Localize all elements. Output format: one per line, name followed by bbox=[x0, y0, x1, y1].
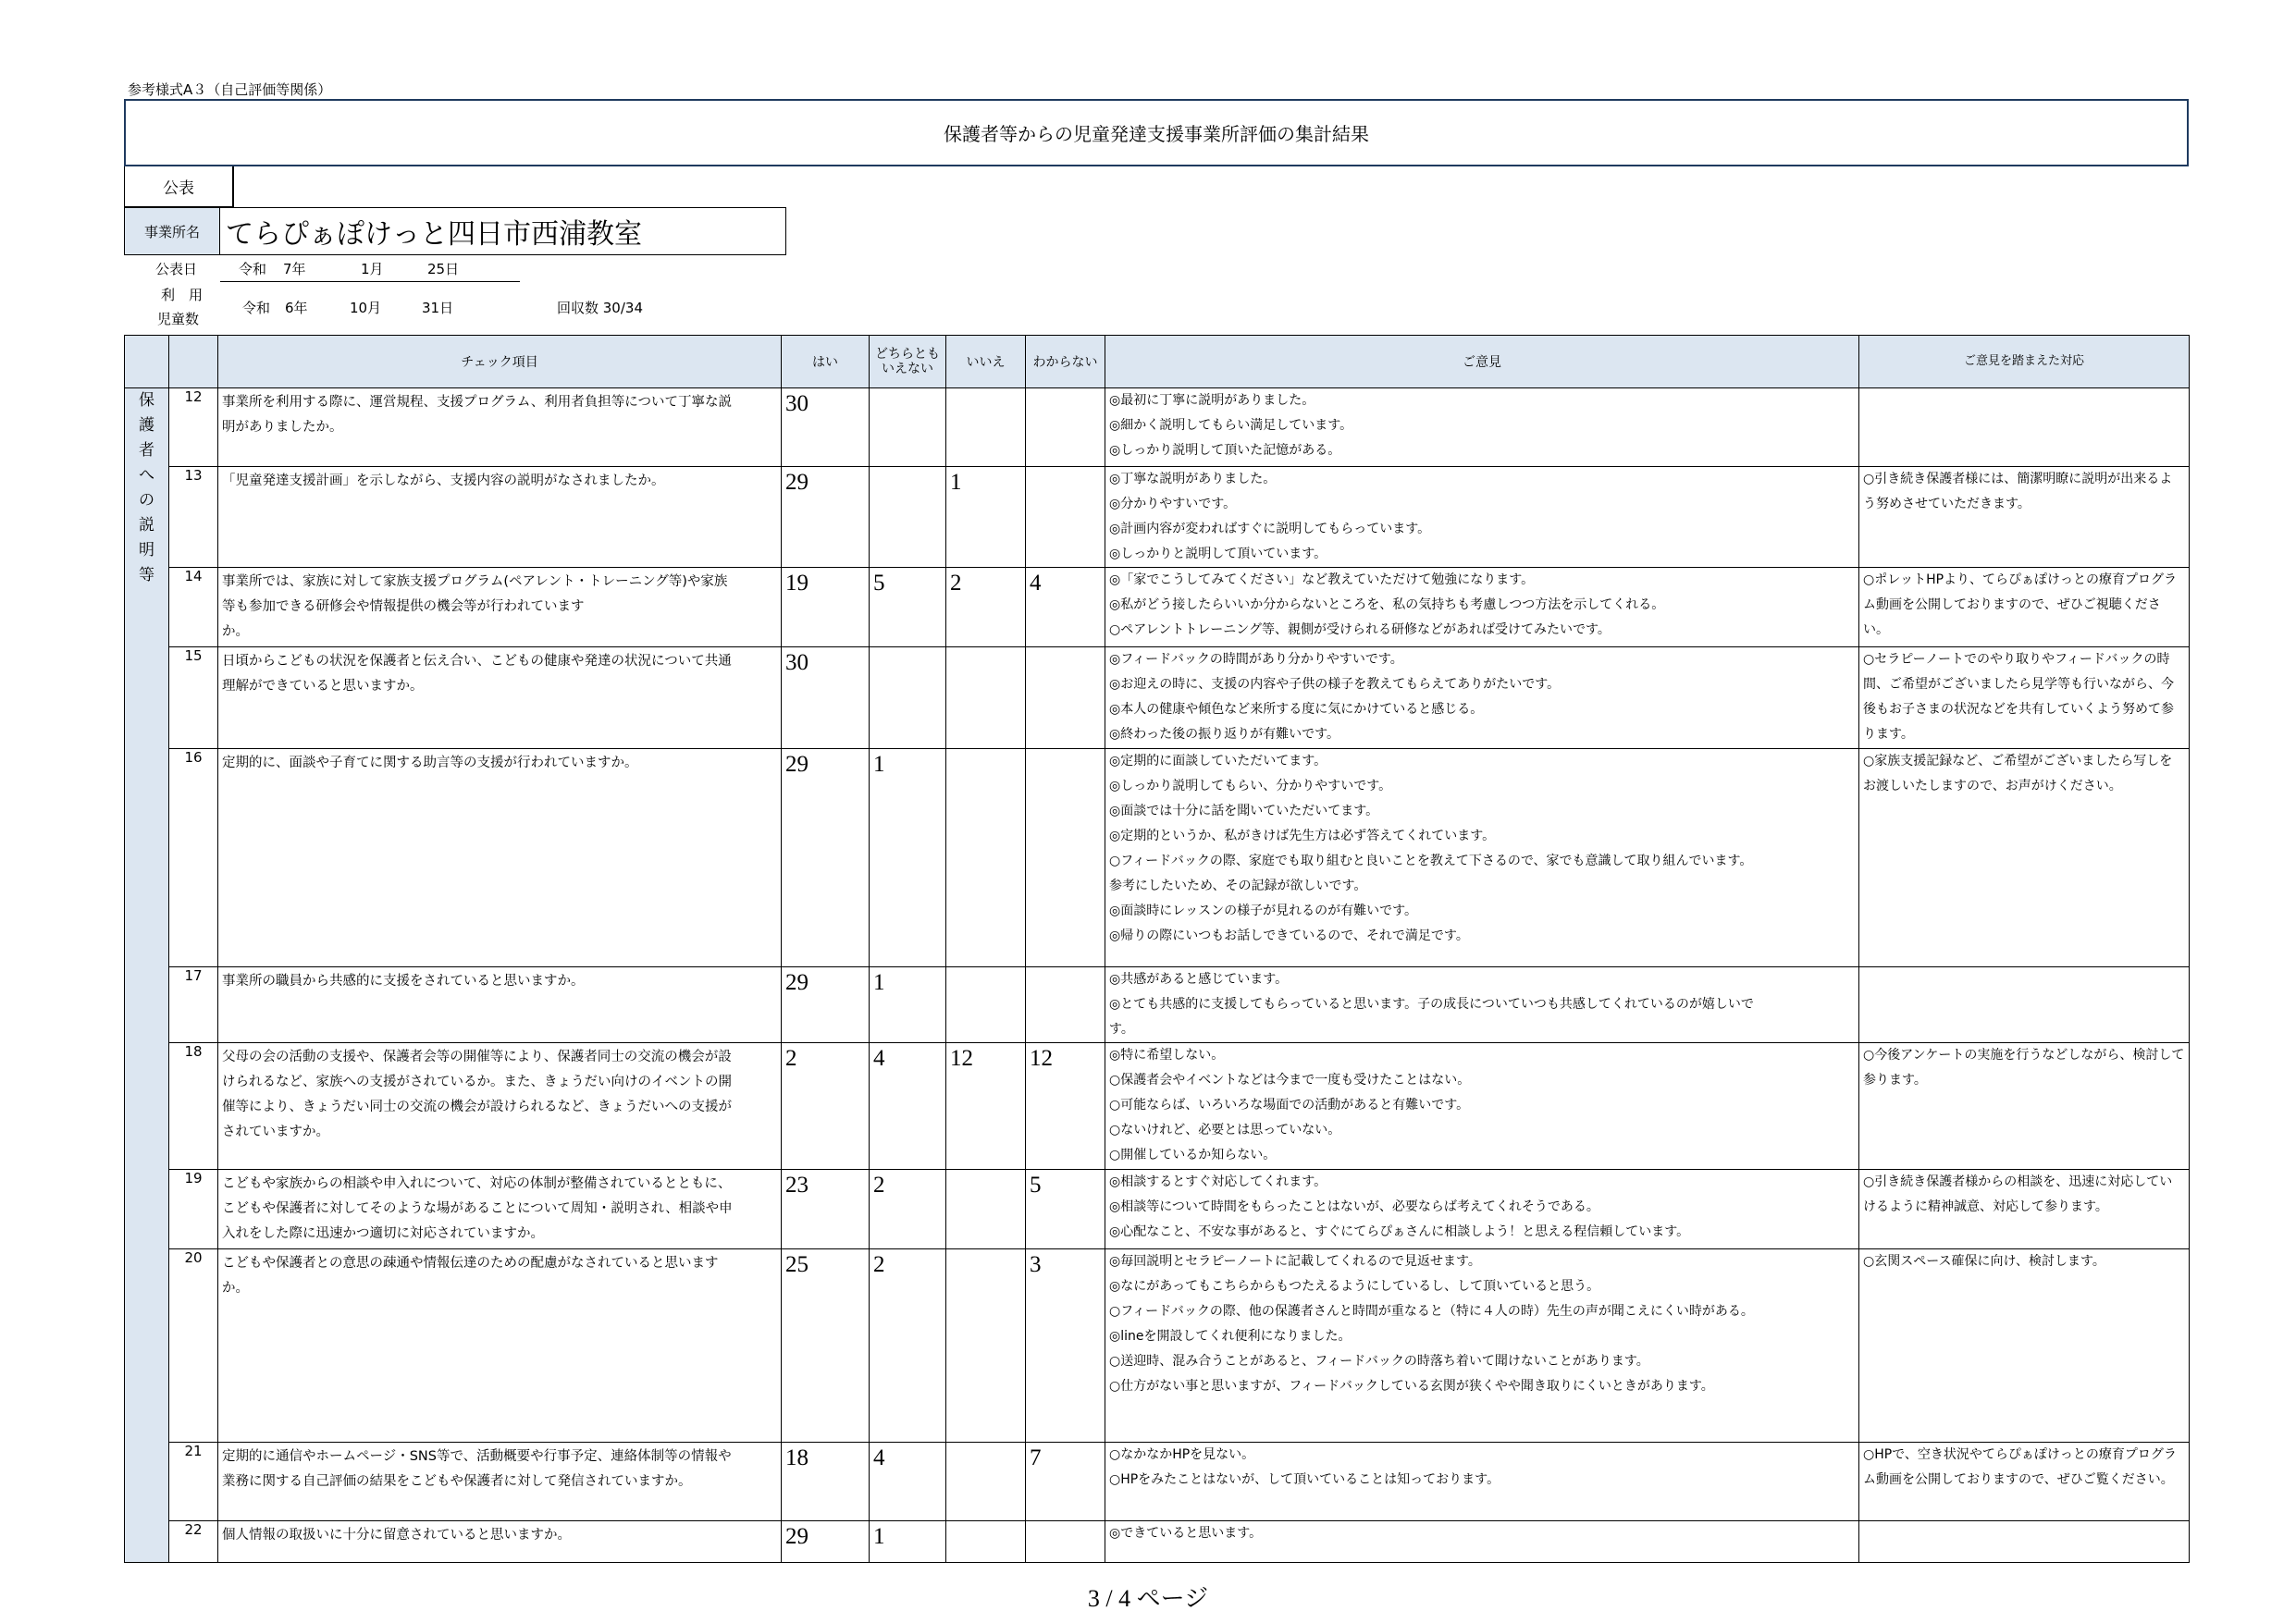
check-item-line: 事業所では、家族に対して家族支援プログラム(ペアレント・トレーニング等)や家族 bbox=[222, 574, 728, 589]
header-blank-2 bbox=[169, 336, 218, 388]
check-item bbox=[218, 967, 782, 1043]
response-cell bbox=[1859, 388, 2190, 467]
opinion-cell bbox=[1105, 967, 1859, 1043]
opinion-line: ○フィードバックの際、他の保護者さんと時間が重なると（特に４人の時）先生の声が聞こえにくい時がある。 bbox=[1109, 1304, 1754, 1319]
count-no: 12 bbox=[946, 1043, 1026, 1170]
count-yes: 19 bbox=[782, 568, 870, 647]
opinion-line: ◎定期的というか、私がきけば先生方は必ず答えてくれています。 bbox=[1109, 829, 1496, 843]
pub-date-year: 7年 bbox=[283, 260, 306, 277]
count-neither: 4 bbox=[870, 1443, 946, 1521]
opinion-line: ◎とても共感的に支援してもらっていると思います。子の成長についていつも共感してくれているのが嬉しいで bbox=[1109, 997, 1754, 1012]
check-item-line: か。 bbox=[222, 624, 249, 639]
response-line: ○家族支援記録など、ご希望がございましたら写しをお渡しいたしますので、お声がけください。 bbox=[1863, 754, 2173, 793]
opinion-line: ◎帰りの際にいつもお話しできているので、それで満足です。 bbox=[1109, 928, 1469, 943]
opinion-line: ○可能ならば、いろいろな場面での活動があると有難いです。 bbox=[1109, 1098, 1470, 1113]
header-response: ご意見を踏まえた対応 bbox=[1859, 336, 2190, 388]
section-label-char: の bbox=[139, 491, 154, 510]
section-label-char: 等 bbox=[139, 566, 154, 584]
section-label-char: 説 bbox=[139, 516, 154, 535]
count-neither: 4 bbox=[870, 1043, 946, 1170]
opinion-line: ○ないけれど、必要とは思っていない。 bbox=[1109, 1123, 1341, 1137]
check-item-line: 事業所の職員から共感的に支援をされていると思いますか。 bbox=[222, 974, 585, 989]
opinion-cell bbox=[1105, 749, 1859, 967]
opinion-line: ○フィードバックの際、家庭でも取り組むと良いことを教えて下さるので、家でも意識して取り組んでいます。 bbox=[1109, 854, 1753, 868]
count-unknown: 5 bbox=[1026, 1170, 1105, 1249]
check-item bbox=[218, 1249, 782, 1443]
opinion-line: ◎しっかり説明して頂いた記憶がある。 bbox=[1109, 443, 1341, 458]
count-neither: 1 bbox=[870, 749, 946, 967]
header-blank-1 bbox=[125, 336, 169, 388]
opinion-line: ○なかなかHPを見ない。 bbox=[1109, 1447, 1255, 1462]
check-item-line: 定期的に、面談や子育てに関する助言等の支援が行われていますか。 bbox=[222, 756, 638, 770]
count-unknown: 12 bbox=[1026, 1043, 1105, 1170]
count-yes: 29 bbox=[782, 467, 870, 568]
table-row bbox=[125, 1443, 2190, 1521]
check-item bbox=[218, 647, 782, 749]
opinion-line: ◎丁寧な説明がありました。 bbox=[1109, 472, 1277, 486]
check-item-line: 定期的に通信やホームページ・SNS等で、活動概要や行事予定、連絡体制等の情報や bbox=[222, 1449, 732, 1464]
opinion-line: ○送迎時、混み合うことがあると、フィードバックの時落ち着いて聞けないことがあります。 bbox=[1109, 1354, 1649, 1369]
opinion-line: ◎相談等について時間をもらったことはないが、必要ならば考えてくれそうである。 bbox=[1109, 1199, 1599, 1214]
check-item bbox=[218, 1521, 782, 1563]
response-cell bbox=[1859, 568, 2190, 647]
public-field bbox=[233, 166, 2189, 207]
item-number: 13 bbox=[169, 467, 218, 568]
opinion-line: ○開催しているか知らない。 bbox=[1109, 1148, 1277, 1162]
opinion-line: ◎分かりやすいです。 bbox=[1109, 497, 1237, 511]
table-row bbox=[125, 1170, 2190, 1249]
users-month: 10月 bbox=[350, 299, 382, 316]
section-label-char: 者 bbox=[139, 441, 154, 460]
opinion-line: 参考にしたいため、その記録が欲しいです。 bbox=[1109, 879, 1367, 893]
item-number: 19 bbox=[169, 1170, 218, 1249]
check-item-line: 個人情報の取扱いに十分に留意されていると思いますか。 bbox=[222, 1528, 571, 1543]
page-title: 保護者等からの児童発達支援事業所評価の集計結果 bbox=[124, 99, 2189, 166]
count-unknown bbox=[1026, 749, 1105, 967]
item-number: 17 bbox=[169, 967, 218, 1043]
count-yes: 30 bbox=[782, 647, 870, 749]
opinion-line: ◎定期的に面談していただいてます。 bbox=[1109, 754, 1327, 768]
response-cell bbox=[1859, 647, 2190, 749]
users-label-2: 児童数 bbox=[157, 311, 200, 327]
opinion-line: ◎できていると思います。 bbox=[1109, 1526, 1263, 1541]
header-check: チェック項目 bbox=[218, 336, 782, 388]
response-cell bbox=[1859, 1043, 2190, 1170]
count-no bbox=[946, 967, 1026, 1043]
users-year: 6年 bbox=[285, 299, 308, 316]
header-yes: はい bbox=[782, 336, 870, 388]
response-line: ○HPで、空き状況やてらぴぁぽけっとの療育プログラム動画を公開しておりますので、ぜひご覧ください。 bbox=[1863, 1447, 2177, 1487]
check-item-line: こどもや保護者との意思の疎通や情報伝達のための配慮がなされていると思います bbox=[222, 1256, 719, 1271]
pub-date-era: 令和 bbox=[239, 260, 267, 277]
count-unknown bbox=[1026, 1521, 1105, 1563]
opinion-line: ○仕方がない事と思いますが、フィードバックしている玄関が狭くやや聞き取りにくいときがあります。 bbox=[1109, 1379, 1714, 1394]
count-yes: 30 bbox=[782, 388, 870, 467]
table-row bbox=[125, 967, 2190, 1043]
count-unknown bbox=[1026, 647, 1105, 749]
response-line: ○引き続き保護者様からの相談を、迅速に対応していけるように精神誠意、対応して参ります。 bbox=[1863, 1174, 2173, 1214]
collected-count: 回収数 30/34 bbox=[557, 299, 643, 316]
count-unknown bbox=[1026, 967, 1105, 1043]
response-line: ○引き続き保護者様には、簡潔明瞭に説明が出来るよう努めさせていただきます。 bbox=[1863, 472, 2173, 511]
response-cell bbox=[1859, 749, 2190, 967]
opinion-line: ◎終わった後の振り返りが有難いです。 bbox=[1109, 727, 1339, 742]
response-line: ○今後アンケートの実施を行うなどしながら、検討して参ります。 bbox=[1863, 1048, 2185, 1088]
form-reference: 参考様式A３（自己評価等関係） bbox=[128, 81, 332, 98]
opinion-cell bbox=[1105, 1043, 1859, 1170]
office-label: 事業所名 bbox=[124, 207, 220, 255]
header-unknown: わからない bbox=[1026, 336, 1105, 388]
response-cell bbox=[1859, 1249, 2190, 1443]
check-item-line: こどもや保護者に対してそのような場があることについて周知・説明され、相談や申 bbox=[222, 1201, 733, 1216]
check-item bbox=[218, 1170, 782, 1249]
count-no bbox=[946, 1249, 1026, 1443]
section-label-char: 保 bbox=[139, 391, 154, 410]
count-neither: 5 bbox=[870, 568, 946, 647]
check-item-line: 理解ができていると思いますか。 bbox=[222, 679, 424, 694]
check-item-line: 明がありましたか。 bbox=[222, 420, 343, 435]
check-item-line: こどもや家族からの相談や申入れについて、対応の体制が整備されているとともに、 bbox=[222, 1176, 732, 1191]
opinion-line: ◎本人の健康や傾色など来所する度に気にかけていると感じる。 bbox=[1109, 702, 1484, 717]
users-label bbox=[157, 283, 203, 331]
users-era: 令和 bbox=[242, 299, 271, 316]
count-yes: 29 bbox=[782, 1521, 870, 1563]
count-unknown bbox=[1026, 388, 1105, 467]
response-cell bbox=[1859, 1443, 2190, 1521]
opinion-line: ◎最初に丁寧に説明がありました。 bbox=[1109, 393, 1315, 408]
page-footer: 3 / 4 ページ bbox=[1087, 1585, 1209, 1612]
opinion-line: ◎しっかりと説明して頂いています。 bbox=[1109, 547, 1327, 561]
pub-date-row bbox=[155, 255, 459, 281]
section-label-char: 明 bbox=[139, 541, 154, 559]
section-label-char: 護 bbox=[139, 416, 154, 435]
count-neither: 2 bbox=[870, 1170, 946, 1249]
item-number: 12 bbox=[169, 388, 218, 467]
count-no bbox=[946, 1521, 1026, 1563]
item-number: 16 bbox=[169, 749, 218, 967]
users-label-1: 利 用 bbox=[161, 287, 204, 303]
table-row bbox=[125, 749, 2190, 967]
opinion-cell bbox=[1105, 1249, 1859, 1443]
check-item-line: 業務に関する自己評価の結果をこどもや保護者に対して発信されていますか。 bbox=[222, 1474, 692, 1489]
opinion-cell bbox=[1105, 568, 1859, 647]
table-row bbox=[125, 467, 2190, 568]
table-row bbox=[125, 388, 2190, 467]
count-yes: 2 bbox=[782, 1043, 870, 1170]
header-no: いいえ bbox=[946, 336, 1026, 388]
count-yes: 23 bbox=[782, 1170, 870, 1249]
response-cell bbox=[1859, 967, 2190, 1043]
count-no: 2 bbox=[946, 568, 1026, 647]
pub-date-day: 25日 bbox=[427, 260, 460, 277]
table-row bbox=[125, 647, 2190, 749]
check-item bbox=[218, 388, 782, 467]
check-item bbox=[218, 749, 782, 967]
count-yes: 29 bbox=[782, 967, 870, 1043]
check-item bbox=[218, 467, 782, 568]
opinion-line: ◎「家でこうしてみてください」など教えていただけて勉強になります。 bbox=[1109, 572, 1535, 587]
opinion-line: ◎特に希望しない。 bbox=[1109, 1048, 1225, 1063]
table-header-row bbox=[125, 336, 2190, 388]
section-label bbox=[125, 388, 169, 1563]
count-unknown bbox=[1026, 467, 1105, 568]
header-opinion: ご意見 bbox=[1105, 336, 1859, 388]
check-item-line: 事業所を利用する際に、運営規程、支援プログラム、利用者負担等について丁寧な説 bbox=[222, 395, 732, 410]
item-number: 20 bbox=[169, 1249, 218, 1443]
response-line: ○玄関スペース確保に向け、検討します。 bbox=[1863, 1254, 2105, 1269]
check-item-line: 日頃からこどもの状況を保護者と伝え合い、こどもの健康や発達の状況について共通 bbox=[222, 654, 732, 669]
item-number: 15 bbox=[169, 647, 218, 749]
header-neither bbox=[870, 336, 946, 388]
opinion-line: ◎相談するとすぐ対応してくれます。 bbox=[1109, 1174, 1327, 1189]
users-day: 31日 bbox=[422, 299, 454, 316]
check-item-line: 父母の会の活動の支援や、保護者会等の開催等により、保護者同士の交流の機会が設 bbox=[222, 1050, 732, 1064]
count-yes: 29 bbox=[782, 749, 870, 967]
users-date-row bbox=[242, 294, 643, 320]
table-row bbox=[125, 1249, 2190, 1443]
opinion-line: ◎心配なこと、不安な事があると、すぐにてらぴぁさんに相談しよう！と思える程信頼しています。 bbox=[1109, 1224, 1690, 1239]
opinion-line: ◎私がどう接したらいいか分からないところを、私の気持ちも考慮しつつ方法を示してくれる。 bbox=[1109, 597, 1665, 612]
pub-date-label: 公表日 bbox=[155, 260, 198, 277]
count-neither: 1 bbox=[870, 967, 946, 1043]
opinion-cell bbox=[1105, 647, 1859, 749]
opinion-line: ○HPをみたことはないが、して頂いていることは知っております。 bbox=[1109, 1472, 1500, 1487]
item-number: 21 bbox=[169, 1443, 218, 1521]
opinion-line: ◎フィードバックの時間があり分かりやすいです。 bbox=[1109, 652, 1403, 667]
check-item-line: 等も参加できる研修会や情報提供の機会等が行われています bbox=[222, 599, 585, 614]
response-cell bbox=[1859, 1170, 2190, 1249]
count-unknown: 7 bbox=[1026, 1443, 1105, 1521]
count-neither bbox=[870, 388, 946, 467]
opinion-line: す。 bbox=[1109, 1022, 1134, 1037]
opinion-line: ◎細かく説明してもらい満足しています。 bbox=[1109, 418, 1353, 433]
opinion-cell bbox=[1105, 1521, 1859, 1563]
count-unknown: 4 bbox=[1026, 568, 1105, 647]
opinion-line: ○保護者会やイベントなどは今まで一度も受けたことはない。 bbox=[1109, 1073, 1471, 1088]
response-cell bbox=[1859, 1521, 2190, 1563]
pub-date-underline bbox=[220, 281, 520, 282]
check-item-line: 入れをした際に迅速かつ適切に対応されていますか。 bbox=[222, 1226, 544, 1241]
table-row bbox=[125, 1521, 2190, 1563]
opinion-line: ◎なにがあってもこちらからもつたえるようにしているし、して頂いていると思う。 bbox=[1109, 1279, 1600, 1294]
response-line: ○セラピーノートでのやり取りやフィードバックの時間、ご希望がございましたら見学等も行いながら、今後もお子さまの状況などを共有していくよう努めて参ります。 bbox=[1863, 652, 2174, 742]
header-neither-line-1: どちらとも bbox=[875, 347, 940, 362]
opinion-line: ◎面談時にレッスンの様子が見れるのが有難いです。 bbox=[1109, 904, 1417, 918]
response-line: ○ポレットHPより、てらぴぁぽけっとの療育プログラム動画を公開しておりますので、ぜひご視聴ください。 bbox=[1863, 572, 2178, 637]
opinion-line: ◎面談では十分に話を聞いていただいてます。 bbox=[1109, 804, 1379, 818]
opinion-line: ◎lineを開設してくれ便利になりました。 bbox=[1109, 1329, 1352, 1344]
item-number: 22 bbox=[169, 1521, 218, 1563]
check-item bbox=[218, 1443, 782, 1521]
opinion-cell bbox=[1105, 1170, 1859, 1249]
count-yes: 25 bbox=[782, 1249, 870, 1443]
evaluation-table bbox=[124, 335, 2190, 1563]
opinion-line: ○ペアレントトレーニング等、親側が受けられる研修などがあれば受けてみたいです。 bbox=[1109, 622, 1611, 637]
item-number: 18 bbox=[169, 1043, 218, 1170]
count-neither bbox=[870, 647, 946, 749]
header-neither-line-2: いえない bbox=[882, 362, 933, 376]
pub-date-month: 1月 bbox=[361, 260, 384, 277]
check-item-line: けられるなど、家族への支援がされているか。また、きょうだい向けのイベントの開 bbox=[222, 1075, 732, 1089]
table-row bbox=[125, 568, 2190, 647]
opinion-line: ◎共感があると感じています。 bbox=[1109, 972, 1289, 987]
item-number: 14 bbox=[169, 568, 218, 647]
office-name: てらぴぁぽけっと四日市西浦教室 bbox=[220, 207, 786, 255]
opinion-cell bbox=[1105, 1443, 1859, 1521]
count-no bbox=[946, 749, 1026, 967]
count-neither: 2 bbox=[870, 1249, 946, 1443]
count-no bbox=[946, 1443, 1026, 1521]
count-no bbox=[946, 388, 1026, 467]
check-item bbox=[218, 568, 782, 647]
section-label-char: へ bbox=[139, 466, 154, 485]
opinion-line: ◎しっかり説明してもらい、分かりやすいです。 bbox=[1109, 779, 1392, 793]
opinion-line: ◎毎回説明とセラピーノートに記載してくれるので見返せます。 bbox=[1109, 1254, 1481, 1269]
table-row bbox=[125, 1043, 2190, 1170]
opinion-line: ◎お迎えの時に、支援の内容や子供の様子を教えてもらえてありがたいです。 bbox=[1109, 677, 1561, 692]
public-label: 公表 bbox=[124, 166, 233, 207]
opinion-line: ◎計画内容が変わればすぐに説明してもらっています。 bbox=[1109, 522, 1431, 536]
count-no bbox=[946, 647, 1026, 749]
count-neither: 1 bbox=[870, 1521, 946, 1563]
check-item-line: 催等により、きょうだい同士の交流の機会が設けられるなど、きょうだいへの支援が bbox=[222, 1100, 732, 1114]
opinion-cell bbox=[1105, 467, 1859, 568]
count-no: 1 bbox=[946, 467, 1026, 568]
check-item-line: か。 bbox=[222, 1281, 249, 1296]
opinion-cell bbox=[1105, 388, 1859, 467]
response-cell bbox=[1859, 467, 2190, 568]
check-item bbox=[218, 1043, 782, 1170]
count-yes: 18 bbox=[782, 1443, 870, 1521]
check-item-line: 「児童発達支援計画」を示しながら、支援内容の説明がなされましたか。 bbox=[222, 473, 665, 488]
count-unknown: 3 bbox=[1026, 1249, 1105, 1443]
check-item-line: されていますか。 bbox=[222, 1125, 329, 1139]
count-neither bbox=[870, 467, 946, 568]
count-no bbox=[946, 1170, 1026, 1249]
